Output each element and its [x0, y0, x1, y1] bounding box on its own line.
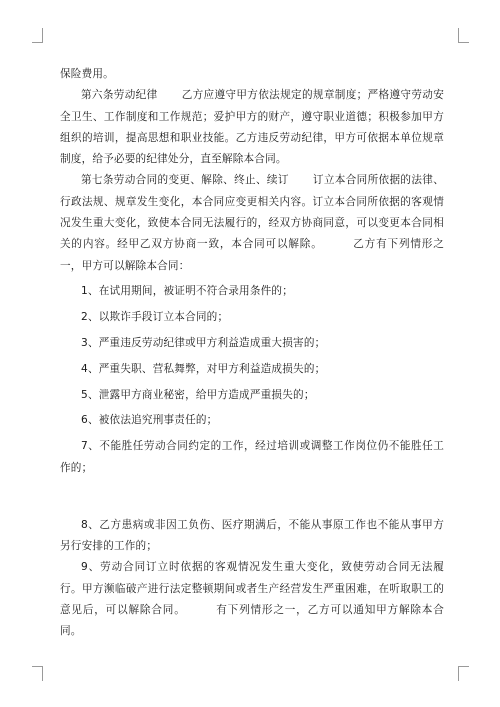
document-body [60, 64, 444, 643]
paragraph-insurance: 保险费用。 [60, 68, 114, 80]
crop-mark-top-left [32, 28, 43, 43]
employee-termination-intro: 有下列情形之一，乙方可以通知甲方解除本合同。 [60, 604, 445, 638]
list-item-6: 6、被依法追究刑事责任的； [81, 414, 218, 427]
list-item-7: 7、不能胜任劳动合同约定的工作，经过培训或调整工作岗位仍不能胜任工作的； [60, 440, 444, 474]
item-9-body: 9、劳动合同订立时依据的客观情况发生重大变化，致使劳动合同无法履行。甲方濒临破产进行法定整顿期间或者生产经营发生严重困难，在听取职工的意见后，可以解除合同。 [60, 561, 444, 617]
article-7-termination-intro: 乙方有下列情形之一，甲方可以解除本合同： [60, 238, 444, 272]
article-7-body: 订立本合同所依据的法律、行政法规、规章发生变化，本合同应变更相关内容。订立本合同所依据的客观情况发生重大变化，致使本合同无法履行的，经双方协商同意，可以变更本合同相关的内容。经甲乙双方协商一致，本合同可以解除。 [60, 174, 444, 251]
crop-mark-bottom-right [458, 666, 469, 681]
paragraph-article-7 [60, 170, 444, 276]
crop-mark-bottom-left [32, 666, 43, 681]
list-item-1: 1、在试用期间，被证明不符合录用条件的； [81, 285, 294, 298]
list-item-2: 2、以欺诈手段订立本合同的； [81, 311, 229, 324]
list-item-4: 4、严重失职、营私舞弊，对甲方利益造成损失的； [81, 362, 326, 375]
list-item-9 [60, 557, 444, 642]
list-item-3: 3、严重违反劳动纪律或甲方利益造成重大损害的； [81, 337, 326, 350]
article-7-heading: 第七条劳动合同的变更、解除、终止、续订 [81, 174, 289, 187]
article-6-heading: 第六条劳动纪律 [81, 89, 158, 102]
list-item-8: 8、乙方患病或非因工负伤、医疗期满后，不能从事原工作也不能从事甲方另行安排的工作的； [60, 518, 444, 553]
paragraph-article-6 [60, 85, 444, 170]
article-6-body: 乙方应遵守甲方依法规定的规章制度；严格遵守劳动安全卫生、工作制度和工作规范；爱护甲方的财产，遵守职业道德；积极参加甲方组织的培训，提高思想和职业技能。乙方违反劳动纪律，甲方可依据本单位规章制度，给予必要的纪律处分，直至解除本合同。 [60, 89, 444, 166]
crop-mark-top-right [458, 28, 469, 43]
list-item-5: 5、泄露甲方商业秘密，给甲方造成严重损失的； [81, 388, 315, 401]
